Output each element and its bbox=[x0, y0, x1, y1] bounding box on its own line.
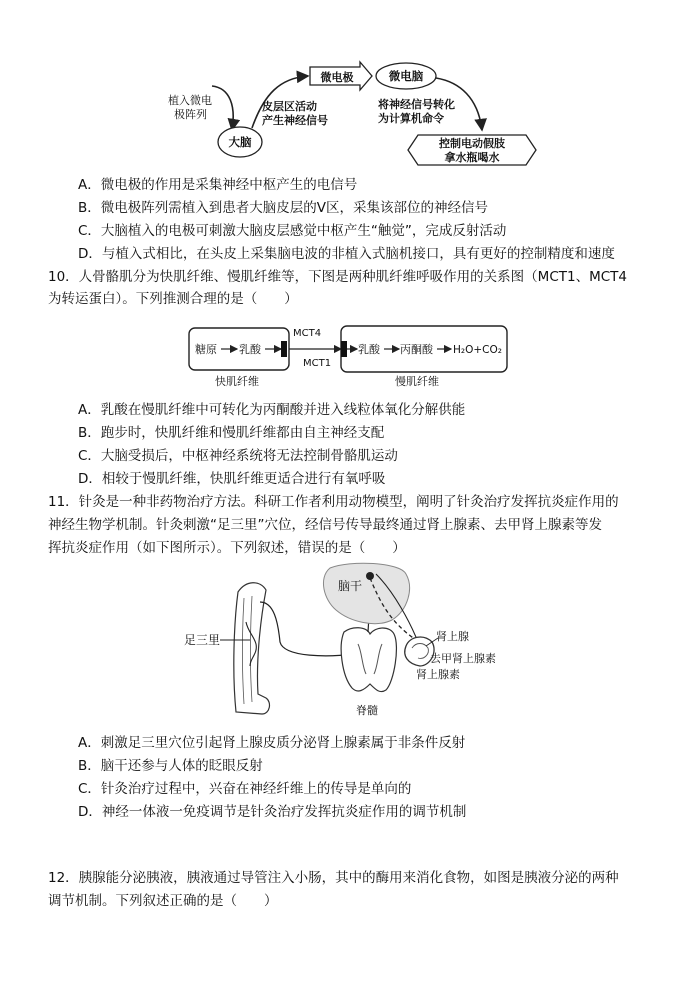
convert-label-1: 将神经信号转化 bbox=[378, 98, 455, 111]
noradrenaline-label: 去甲肾上腺素 bbox=[430, 652, 496, 665]
q9-option-b: B．微电极阵列需植入到患者大脑皮层的Ⅴ区，采集该部位的神经信号 bbox=[78, 200, 488, 216]
control-label-2: 拿水瓶喝水 bbox=[444, 151, 500, 164]
mct4-transporter bbox=[281, 341, 287, 357]
implant-label-1: 植入微电 bbox=[168, 94, 212, 107]
fast-lactic-label: 乳酸 bbox=[239, 343, 261, 356]
q11-option-c: C．针灸治疗过程中，兴奋在神经纤维上的传导是单向的 bbox=[78, 781, 412, 797]
q11-option-d: D．神经一体液一免疫调节是针灸治疗发挥抗炎症作用的调节机制 bbox=[78, 804, 467, 820]
muscle-fiber-diagram bbox=[185, 320, 515, 390]
q9-option-c: C．大脑植入的电极可刺激大脑皮层感觉中枢产生“触觉”，完成反射活动 bbox=[78, 223, 507, 239]
spinal-cord bbox=[341, 628, 396, 692]
microelectrode-label: 微电极 bbox=[320, 71, 354, 84]
glycogen-label: 糖原 bbox=[195, 343, 217, 356]
slow-lactic-label: 乳酸 bbox=[358, 343, 380, 356]
slow-fiber-label: 慢肌纤维 bbox=[395, 375, 439, 388]
q11-option-b: B．脑干还参与人体的眨眼反射 bbox=[78, 758, 263, 774]
fast-fiber-label: 快肌纤维 bbox=[215, 375, 259, 388]
q9-option-d: D．与植入式相比，在头皮上采集脑电波的非植入式脑机接口，具有更好的控制精度和速度 bbox=[78, 246, 615, 262]
q11-stem-2: 神经生物学机制。针灸刺激“足三里”穴位，经信号传导最终通过肾上腺素、去甲肾上腺素等发 bbox=[48, 517, 602, 533]
zusanli-label: 足三里 bbox=[184, 633, 221, 647]
adrenaline-label: 肾上腺素 bbox=[416, 668, 460, 681]
q12-stem-2: 调节机制。下列叙述正确的是（ ） bbox=[48, 893, 278, 909]
acupuncture-diagram bbox=[180, 562, 520, 730]
brain-label: 大脑 bbox=[228, 135, 252, 149]
cortex-label-2: 产生神经信号 bbox=[262, 114, 328, 127]
mct1-transporter bbox=[341, 341, 347, 357]
implant-label-2: 极阵列 bbox=[174, 108, 207, 121]
implant-arrow bbox=[212, 86, 233, 130]
bci-diagram bbox=[160, 58, 540, 176]
brainstem-region bbox=[323, 563, 409, 623]
q11-stem-3: 挥抗炎症作用（如下图所示）。下列叙述，错误的是（ ） bbox=[48, 540, 406, 556]
microbrain-label: 微电脑 bbox=[388, 69, 424, 83]
convert-label-2: 为计算机命令 bbox=[378, 112, 444, 125]
cortex-label-1: 皮层区活动 bbox=[262, 100, 317, 113]
q10-option-b: B．跑步时，快肌纤维和慢肌纤维都由自主神经支配 bbox=[78, 425, 385, 441]
mct1-label: MCT1 bbox=[303, 358, 332, 369]
q10-option-a: A．乳酸在慢肌纤维中可转化为丙酮酸并进入线粒体氧化分解供能 bbox=[78, 402, 466, 418]
q10-stem-1: 10．人骨骼肌分为快肌纤维、慢肌纤维等，下图是两种肌纤维呼吸作用的关系图（MCT1、MCT4 bbox=[48, 269, 627, 285]
q10-option-d: D．相较于慢肌纤维，快肌纤维更适合进行有氧呼吸 bbox=[78, 471, 386, 487]
q9-option-a: A．微电极的作用是采集神经中枢产生的电信号 bbox=[78, 177, 358, 193]
q10-option-c: C．大脑受损后，中枢神经系统将无法控制骨骼肌运动 bbox=[78, 448, 398, 464]
products-label: H₂O+CO₂ bbox=[453, 344, 502, 356]
spinal-label: 脊髓 bbox=[356, 704, 378, 717]
mct4-label: MCT4 bbox=[293, 328, 322, 339]
control-label-1: 控制电动假肢 bbox=[439, 137, 505, 150]
q11-option-a: A．刺激足三里穴位引起肾上腺皮质分泌肾上腺素属于非条件反射 bbox=[78, 735, 466, 751]
q12-stem-1: 12．胰腺能分泌胰液，胰液通过导管注入小肠，其中的酶用来消化食物，如图是胰液分泌的两种 bbox=[48, 870, 619, 886]
pyruvate-label: 丙酮酸 bbox=[400, 343, 433, 356]
q11-stem-1: 11．针灸是一种非药物治疗方法。科研工作者利用动物模型，阐明了针灸治疗发挥抗炎症作用的 bbox=[48, 494, 619, 510]
brainstem-label: 脑干 bbox=[338, 579, 363, 593]
adrenal-label: 肾上腺 bbox=[436, 630, 469, 643]
q10-stem-2: 为转运蛋白）。下列推测合理的是（ ） bbox=[48, 291, 298, 307]
